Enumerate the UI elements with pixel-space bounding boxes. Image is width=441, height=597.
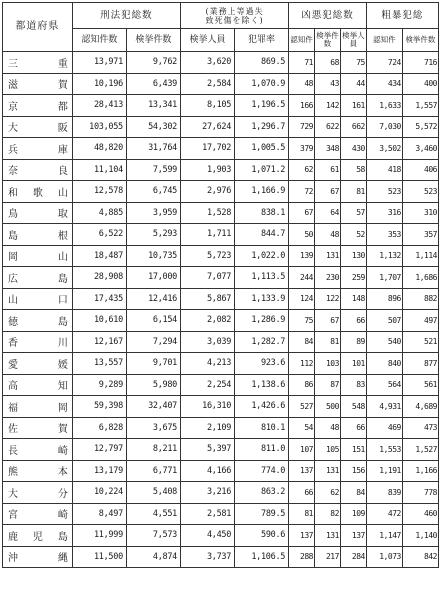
cell-violent-cleared: 131 [315,460,341,482]
cell-cleared: 13,341 [126,95,180,117]
cell-violent-recognized: 139 [289,245,315,267]
header-note-line1: 業務上等過失 [209,6,264,16]
cell-recognized: 13,557 [72,353,126,375]
cell-violent-recognized: 66 [289,482,315,504]
cell-prefecture: 山口 [3,288,73,310]
cell-violent-recognized: 244 [289,267,315,289]
cell-violent-arrested: 44 [340,73,366,95]
cell-rough-recognized: 434 [366,73,402,95]
cell-arrested: 3,620 [180,52,234,74]
cell-recognized: 11,500 [72,546,126,568]
cell-prefecture: 徳島 [3,310,73,332]
cell-prefecture: 鳥取 [3,202,73,224]
cell-violent-recognized: 288 [289,546,315,568]
cell-recognized: 6,522 [72,224,126,246]
cell-violent-arrested: 137 [340,525,366,547]
cell-rough-recognized: 1,553 [366,439,402,461]
table-row [3,331,439,353]
cell-violent-cleared: 48 [315,417,341,439]
cell-recognized: 9,289 [72,374,126,396]
cell-rough-cleared: 561 [402,374,438,396]
cell-arrested: 4,450 [180,525,234,547]
cell-rough-cleared: 1,527 [402,439,438,461]
header-violent-arrested: 検挙人員 [340,29,366,52]
cell-cleared: 6,745 [126,181,180,203]
cell-rate: 810.1 [235,417,289,439]
header-recognized: 認知件数 [72,29,126,52]
cell-cleared: 7,573 [126,525,180,547]
cell-cleared: 5,408 [126,482,180,504]
cell-rough-cleared: 523 [402,181,438,203]
cell-arrested: 16,310 [180,396,234,418]
cell-violent-arrested: 57 [340,202,366,224]
header-violent-recognized: 認知件 [289,29,315,52]
cell-rate: 1,196.5 [235,95,289,117]
cell-recognized: 48,820 [72,138,126,160]
cell-rough-cleared: 310 [402,202,438,224]
cell-rough-recognized: 540 [366,331,402,353]
cell-rate: 1,022.0 [235,245,289,267]
cell-violent-arrested: 662 [340,116,366,138]
cell-prefecture: 京都 [3,95,73,117]
table-row [3,224,439,246]
cell-rough-recognized: 1,191 [366,460,402,482]
cell-rough-cleared: 1,140 [402,525,438,547]
cell-rate: 838.1 [235,202,289,224]
cell-cleared: 9,701 [126,353,180,375]
cell-rough-cleared: 778 [402,482,438,504]
cell-violent-arrested: 75 [340,52,366,74]
cell-rate: 1,113.5 [235,267,289,289]
cell-rough-cleared: 497 [402,310,438,332]
cell-recognized: 12,167 [72,331,126,353]
cell-rate: 789.5 [235,503,289,525]
cell-arrested: 2,254 [180,374,234,396]
cell-prefecture: 大阪 [3,116,73,138]
table-row [3,310,439,332]
cell-prefecture: 熊本 [3,460,73,482]
cell-recognized: 12,578 [72,181,126,203]
cell-recognized: 6,828 [72,417,126,439]
cell-recognized: 17,435 [72,288,126,310]
cell-cleared: 4,874 [126,546,180,568]
cell-cleared: 10,735 [126,245,180,267]
cell-rough-recognized: 316 [366,202,402,224]
cell-violent-arrested: 151 [340,439,366,461]
cell-violent-cleared: 622 [315,116,341,138]
cell-cleared: 4,551 [126,503,180,525]
cell-violent-recognized: 527 [289,396,315,418]
cell-rate: 869.5 [235,52,289,74]
header-rate: 犯罪率 [235,29,289,52]
table-row [3,267,439,289]
table-row [3,52,439,74]
cell-arrested: 5,723 [180,245,234,267]
cell-recognized: 59,398 [72,396,126,418]
cell-arrested: 4,166 [180,460,234,482]
cell-recognized: 11,104 [72,159,126,181]
cell-rate: 1,106.5 [235,546,289,568]
cell-rate: 923.6 [235,353,289,375]
cell-prefecture: 福岡 [3,396,73,418]
cell-rough-cleared: 400 [402,73,438,95]
cell-violent-recognized: 107 [289,439,315,461]
cell-rough-cleared: 1,114 [402,245,438,267]
cell-violent-cleared: 500 [315,396,341,418]
cell-arrested: 2,976 [180,181,234,203]
header-group-criminal: 刑法犯総数 [72,3,180,29]
cell-violent-arrested: 259 [340,267,366,289]
cell-violent-arrested: 430 [340,138,366,160]
cell-cleared: 6,154 [126,310,180,332]
cell-prefecture: 鹿児島 [3,525,73,547]
cell-rough-recognized: 896 [366,288,402,310]
cell-violent-arrested: 101 [340,353,366,375]
cell-rough-recognized: 1,147 [366,525,402,547]
table-row [3,95,439,117]
cell-recognized: 18,487 [72,245,126,267]
cell-violent-cleared: 61 [315,159,341,181]
cell-violent-cleared: 81 [315,331,341,353]
cell-violent-recognized: 54 [289,417,315,439]
cell-violent-recognized: 75 [289,310,315,332]
cell-violent-arrested: 109 [340,503,366,525]
cell-arrested: 2,581 [180,503,234,525]
cell-rough-cleared: 1,166 [402,460,438,482]
cell-arrested: 2,109 [180,417,234,439]
cell-rough-cleared: 521 [402,331,438,353]
cell-rough-cleared: 882 [402,288,438,310]
cell-recognized: 10,196 [72,73,126,95]
cell-arrested: 2,082 [180,310,234,332]
cell-rough-recognized: 840 [366,353,402,375]
table-row [3,525,439,547]
cell-violent-arrested: 66 [340,310,366,332]
cell-rough-recognized: 472 [366,503,402,525]
cell-violent-recognized: 84 [289,331,315,353]
cell-rate: 1,071.2 [235,159,289,181]
cell-violent-cleared: 62 [315,482,341,504]
table-row [3,460,439,482]
cell-cleared: 32,407 [126,396,180,418]
cell-cleared: 3,675 [126,417,180,439]
cell-rough-recognized: 1,073 [366,546,402,568]
header-group-violent: 凶悪犯総数 [289,3,367,29]
table-row [3,116,439,138]
cell-arrested: 3,737 [180,546,234,568]
cell-recognized: 13,179 [72,460,126,482]
cell-cleared: 17,000 [126,267,180,289]
cell-rough-cleared: 716 [402,52,438,74]
cell-violent-recognized: 48 [289,73,315,95]
cell-violent-recognized: 81 [289,503,315,525]
cell-violent-recognized: 137 [289,525,315,547]
cell-prefecture: 愛媛 [3,353,73,375]
cell-arrested: 1,528 [180,202,234,224]
cell-cleared: 9,762 [126,52,180,74]
cell-prefecture: 高知 [3,374,73,396]
cell-violent-arrested: 58 [340,159,366,181]
cell-violent-cleared: 67 [315,181,341,203]
cell-prefecture: 島根 [3,224,73,246]
cell-rough-cleared: 842 [402,546,438,568]
cell-violent-arrested: 52 [340,224,366,246]
table-row [3,374,439,396]
cell-prefecture: 兵庫 [3,138,73,160]
cell-arrested: 1,711 [180,224,234,246]
cell-recognized: 103,055 [72,116,126,138]
cell-violent-cleared: 142 [315,95,341,117]
cell-rough-cleared: 5,572 [402,116,438,138]
cell-rough-cleared: 4,689 [402,396,438,418]
table-row [3,396,439,418]
cell-recognized: 11,999 [72,525,126,547]
cell-recognized: 28,413 [72,95,126,117]
table-row [3,503,439,525]
cell-arrested: 2,584 [180,73,234,95]
cell-arrested: 17,702 [180,138,234,160]
header-arrested: 検挙人員 [180,29,234,52]
cell-rough-cleared: 460 [402,503,438,525]
header-group-note: (業務上等過失 致死傷を除く) [180,3,288,29]
cell-rough-cleared: 1,686 [402,267,438,289]
cell-arrested: 4,213 [180,353,234,375]
table-row [3,245,439,267]
cell-violent-arrested: 89 [340,331,366,353]
cell-rough-recognized: 353 [366,224,402,246]
cell-prefecture: 岡山 [3,245,73,267]
cell-rate: 1,138.6 [235,374,289,396]
cell-recognized: 13,971 [72,52,126,74]
cell-violent-recognized: 67 [289,202,315,224]
cell-rough-cleared: 357 [402,224,438,246]
cell-violent-cleared: 68 [315,52,341,74]
header-prefecture: 都道府県 [3,3,73,52]
cell-cleared: 7,294 [126,331,180,353]
cell-rate: 774.0 [235,460,289,482]
cell-rough-cleared: 1,557 [402,95,438,117]
cell-violent-arrested: 284 [340,546,366,568]
table-row [3,73,439,95]
cell-violent-cleared: 131 [315,525,341,547]
cell-cleared: 6,771 [126,460,180,482]
cell-prefecture: 和歌山 [3,181,73,203]
cell-rough-recognized: 839 [366,482,402,504]
cell-rate: 811.0 [235,439,289,461]
cell-violent-cleared: 48 [315,224,341,246]
cell-recognized: 4,885 [72,202,126,224]
cell-violent-recognized: 50 [289,224,315,246]
cell-prefecture: 宮崎 [3,503,73,525]
header-group-rough: 粗暴犯総 [366,3,438,29]
cell-rate: 1,070.9 [235,73,289,95]
cell-rate: 844.7 [235,224,289,246]
cell-prefecture: 佐賀 [3,417,73,439]
header-note-line2: 致死傷を除く [205,15,260,25]
cell-rough-recognized: 4,931 [366,396,402,418]
cell-rate: 1,005.5 [235,138,289,160]
cell-arrested: 3,216 [180,482,234,504]
cell-violent-cleared: 64 [315,202,341,224]
cell-recognized: 10,610 [72,310,126,332]
cell-cleared: 12,416 [126,288,180,310]
cell-arrested: 5,397 [180,439,234,461]
cell-prefecture: 香川 [3,331,73,353]
header-violent-cleared: 検挙件数 [315,29,341,52]
cell-violent-arrested: 130 [340,245,366,267]
cell-violent-arrested: 84 [340,482,366,504]
cell-violent-arrested: 148 [340,288,366,310]
cell-violent-arrested: 81 [340,181,366,203]
cell-violent-recognized: 62 [289,159,315,181]
header-rough-recognized: 認知件 [366,29,402,52]
cell-violent-arrested: 548 [340,396,366,418]
cell-arrested: 1,903 [180,159,234,181]
cell-violent-cleared: 105 [315,439,341,461]
table-row [3,353,439,375]
cell-rough-cleared: 406 [402,159,438,181]
cell-violent-recognized: 379 [289,138,315,160]
cell-arrested: 3,039 [180,331,234,353]
cell-violent-cleared: 67 [315,310,341,332]
cell-violent-arrested: 156 [340,460,366,482]
cell-cleared: 5,980 [126,374,180,396]
cell-prefecture: 長崎 [3,439,73,461]
header-cleared: 検挙件数 [126,29,180,52]
cell-violent-recognized: 137 [289,460,315,482]
cell-rough-cleared: 3,460 [402,138,438,160]
cell-rough-cleared: 877 [402,353,438,375]
cell-violent-cleared: 217 [315,546,341,568]
cell-rough-recognized: 1,633 [366,95,402,117]
cell-rate: 590.6 [235,525,289,547]
cell-violent-cleared: 348 [315,138,341,160]
cell-cleared: 3,959 [126,202,180,224]
cell-violent-cleared: 87 [315,374,341,396]
cell-rough-recognized: 469 [366,417,402,439]
cell-violent-cleared: 122 [315,288,341,310]
table-row [3,138,439,160]
cell-recognized: 12,797 [72,439,126,461]
table-row [3,482,439,504]
table-body [3,52,439,568]
cell-rough-recognized: 418 [366,159,402,181]
cell-prefecture: 大分 [3,482,73,504]
cell-prefecture: 滋賀 [3,73,73,95]
cell-arrested: 7,077 [180,267,234,289]
table-row [3,417,439,439]
cell-rate: 1,282.7 [235,331,289,353]
cell-violent-cleared: 131 [315,245,341,267]
cell-recognized: 28,908 [72,267,126,289]
cell-violent-recognized: 72 [289,181,315,203]
cell-cleared: 5,293 [126,224,180,246]
cell-prefecture: 三重 [3,52,73,74]
cell-cleared: 54,302 [126,116,180,138]
cell-arrested: 8,105 [180,95,234,117]
cell-violent-cleared: 82 [315,503,341,525]
cell-violent-recognized: 166 [289,95,315,117]
table-row [3,202,439,224]
table-row [3,288,439,310]
cell-violent-cleared: 103 [315,353,341,375]
table-row [3,159,439,181]
header-rough-cleared: 検挙件数 [402,29,438,52]
cell-rough-recognized: 724 [366,52,402,74]
cell-rough-recognized: 507 [366,310,402,332]
table-header [3,3,439,52]
cell-prefecture: 奈良 [3,159,73,181]
cell-violent-cleared: 43 [315,73,341,95]
cell-rough-recognized: 3,502 [366,138,402,160]
cell-cleared: 8,211 [126,439,180,461]
cell-violent-arrested: 83 [340,374,366,396]
cell-violent-arrested: 66 [340,417,366,439]
cell-recognized: 10,224 [72,482,126,504]
table-row [3,181,439,203]
cell-violent-recognized: 729 [289,116,315,138]
table-row [3,546,439,568]
crime-statistics-table [2,2,439,568]
cell-cleared: 7,599 [126,159,180,181]
cell-recognized: 8,497 [72,503,126,525]
cell-prefecture: 広島 [3,267,73,289]
cell-rate: 1,166.9 [235,181,289,203]
cell-rough-recognized: 1,132 [366,245,402,267]
cell-cleared: 31,764 [126,138,180,160]
cell-arrested: 27,624 [180,116,234,138]
cell-violent-arrested: 161 [340,95,366,117]
cell-rate: 1,133.9 [235,288,289,310]
crime-statistics-sheet [2,2,439,595]
cell-violent-recognized: 71 [289,52,315,74]
cell-rough-recognized: 7,030 [366,116,402,138]
cell-violent-recognized: 112 [289,353,315,375]
cell-rough-recognized: 523 [366,181,402,203]
cell-rate: 1,296.7 [235,116,289,138]
cell-rough-cleared: 473 [402,417,438,439]
cell-cleared: 6,439 [126,73,180,95]
cell-prefecture: 沖縄 [3,546,73,568]
cell-violent-recognized: 86 [289,374,315,396]
cell-rough-recognized: 564 [366,374,402,396]
cell-arrested: 5,867 [180,288,234,310]
cell-rate: 1,286.9 [235,310,289,332]
cell-violent-cleared: 230 [315,267,341,289]
cell-rough-recognized: 1,707 [366,267,402,289]
cell-violent-recognized: 124 [289,288,315,310]
table-row [3,439,439,461]
cell-rate: 863.2 [235,482,289,504]
cell-rate: 1,426.6 [235,396,289,418]
